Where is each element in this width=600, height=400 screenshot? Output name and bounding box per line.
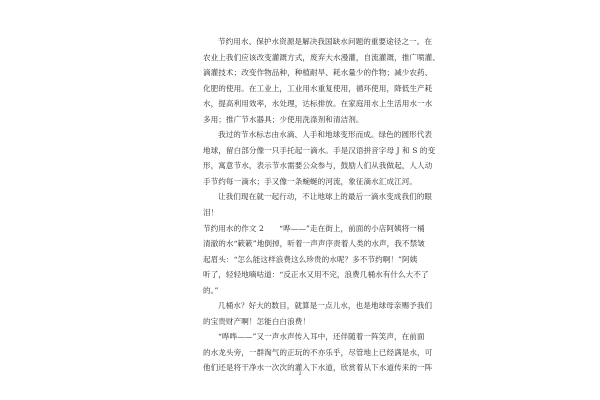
paragraph-3 (203, 189, 433, 220)
text-line: 他们还是将干净水一次次的灌入下水道，欣赏着从下水道传来的一阵 (203, 363, 433, 373)
text-line: 让我们现在就一起行动，不让地球上的最后一滴水变成我们的眼 (218, 192, 433, 202)
text-line: 多用；推广节水器具；少使用洗涤剂和清洁剂。 (203, 114, 364, 124)
text-line: 起眉头：“怎么能这样浪费这么珍贵的水呢？多不节约啊！”阿姨 (203, 254, 418, 264)
text-line: 化肥的使用。在工业上，工业用水重复使用，循环使用，降低生产耗 (203, 83, 433, 93)
text-line: 形，寓意节水，表示节水需要公众参与，鼓励人们从我做起，人人动 (203, 161, 433, 171)
paragraph-5 (203, 298, 433, 329)
text-line: 的宝贵财产啊！怎能白白浪费！ (203, 316, 311, 326)
text-line: 的。” (203, 285, 219, 295)
text-line: 我过的节水标志由水滴、人手和地球变形而成。绿色的圆形代表 (218, 130, 433, 140)
text-line: 农业上我们应该改变灌溉方式，废弃大水漫灌，自流灌溉，推广喷灌、 (203, 52, 440, 62)
document-body (203, 34, 440, 376)
text-line: 手节约每一滴水；手又像一条蜿蜒的河流，象征滴水汇成江河。 (203, 176, 418, 186)
page-number: 2 (298, 371, 302, 377)
paragraph-6 (203, 329, 433, 376)
paragraph-2 (203, 127, 436, 189)
text-line: “哗哗——”又一声水声传入耳中，还伴随着一阵笑声，在前面 (218, 332, 425, 342)
text-line: 的水龙头旁，一群淘气的正玩的不亦乐乎，尽管地上已经满是水，可 (203, 347, 433, 357)
text-line: 水，提高利用效率，水处理，达标排放。在家庭用水上生活用水一水 (203, 99, 433, 109)
text-line: 节约用水的作文 2 “哗——”走在街上，前面的小店阿姨将一桶 (203, 223, 425, 233)
text-line: 节约用水、保护水资源是解决我国缺水问题的重要途径之一。在 (218, 37, 433, 46)
text-line: 几桶水？好大的数目，就算是一点儿水，也是地球母亲赐予我们 (218, 301, 433, 311)
paragraph-1 (203, 34, 440, 127)
text-line: 地球，留白部分像一只手托起一滴水。手是汉语拼音字母 J 和 S 的变 (203, 145, 436, 155)
text-line: 清澈的水“簌簌”地倒掉，听着一声声序责着人类的水声，我不禁皱 (203, 239, 425, 249)
text-line: 滴灌技术；改变作物品种，种植耐旱、耗水量少的作物；减少农药、 (203, 68, 433, 78)
text-line: 听了，轻轻地嘀咕道：“反正水又用不完，浪费几桶水有什么大不了 (203, 270, 429, 280)
text-line: 泪！ (203, 208, 219, 218)
paragraph-4 (203, 221, 429, 299)
